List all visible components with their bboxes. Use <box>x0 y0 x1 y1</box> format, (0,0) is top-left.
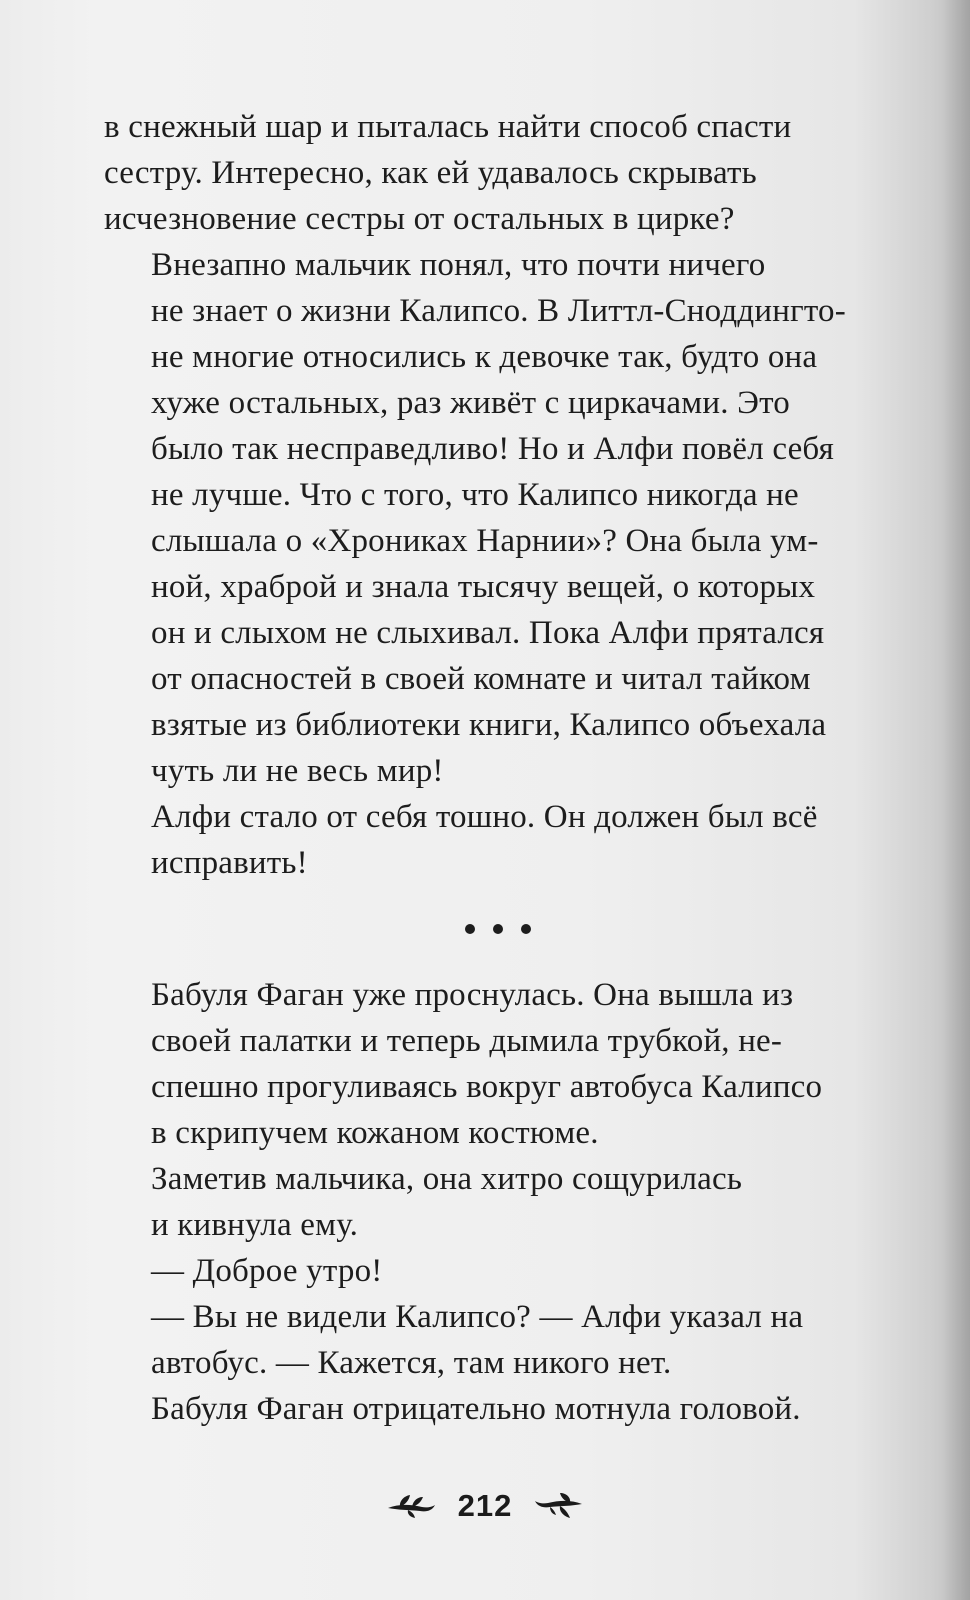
text-line: взятые из библиотеки книги, Калипсо объехала <box>151 707 827 743</box>
text-line: было так несправедливо! Но и Алфи повёл себя <box>151 431 834 467</box>
text-line: исчезновение сестры от остальных в цирке? <box>104 201 735 237</box>
paragraph <box>104 1156 892 1248</box>
separator-dot <box>493 924 503 934</box>
text-line: он и слыхом не слыхивал. Пока Алфи прятался <box>151 615 825 651</box>
text-line: и кивнула ему. <box>151 1207 359 1243</box>
leaf-ornament-icon <box>534 1492 584 1520</box>
text-line: спешно прогуливаясь вокруг автобуса Калипсо <box>151 1069 823 1105</box>
text-line: в скрипучем кожаном костюме. <box>151 1115 599 1151</box>
text-line: исправить! <box>151 845 308 881</box>
paragraph <box>104 1386 892 1432</box>
text-line: Алфи стало от себя тошно. Он должен был всё <box>151 799 818 835</box>
text-line: ной, храброй и знала тысячу вещей, о которых <box>151 569 816 605</box>
section-separator <box>104 886 892 972</box>
paragraph <box>104 104 892 242</box>
leaf-ornament-icon <box>386 1492 436 1520</box>
paragraph <box>104 242 892 794</box>
paragraph <box>104 1294 892 1386</box>
text-line: своей палатки и теперь дымила трубкой, не- <box>151 1023 783 1059</box>
text-line: Бабуля Фаган отрицательно мотнула головой. <box>151 1391 801 1427</box>
page-footer <box>0 1480 970 1532</box>
text-line: не лучше. Что с того, что Калипсо никогда не <box>151 477 799 513</box>
text-line: Заметив мальчика, она хитро сощурилась <box>151 1161 743 1197</box>
paragraph <box>104 794 892 886</box>
text-line: Внезапно мальчик понял, что почти ничего <box>151 247 766 283</box>
paragraph <box>104 972 892 1156</box>
separator-dot <box>521 924 531 934</box>
text-line: от опасностей в своей комнате и читал тайком <box>151 661 811 697</box>
text-line: не многие относились к девочке так, будто она <box>151 339 818 375</box>
separator-dot <box>465 924 475 934</box>
page-number: 212 <box>457 1488 513 1523</box>
text-line: не знает о жизни Калипсо. В Литтл-Сноддингто- <box>151 293 846 329</box>
text-line: Бабуля Фаган уже проснулась. Она вышла из <box>151 977 794 1013</box>
paragraph <box>104 1248 892 1294</box>
text-line: сестру. Интересно, как ей удавалось скрывать <box>104 155 757 191</box>
text-line: слышала о «Хрониках Нарнии»? Она была ум- <box>151 523 819 559</box>
text-line: — Доброе утро! <box>151 1253 383 1289</box>
text-line: — Вы не видели Калипсо? — Алфи указал на <box>151 1299 804 1335</box>
text-line: в снежный шар и пыталась найти способ спасти <box>104 109 792 145</box>
text-line: хуже остальных, раз живёт с циркачами. Это <box>151 385 790 421</box>
text-line: автобус. — Кажется, там никого нет. <box>151 1345 672 1381</box>
page-text <box>104 104 892 1432</box>
text-line: чуть ли не весь мир! <box>151 753 444 789</box>
